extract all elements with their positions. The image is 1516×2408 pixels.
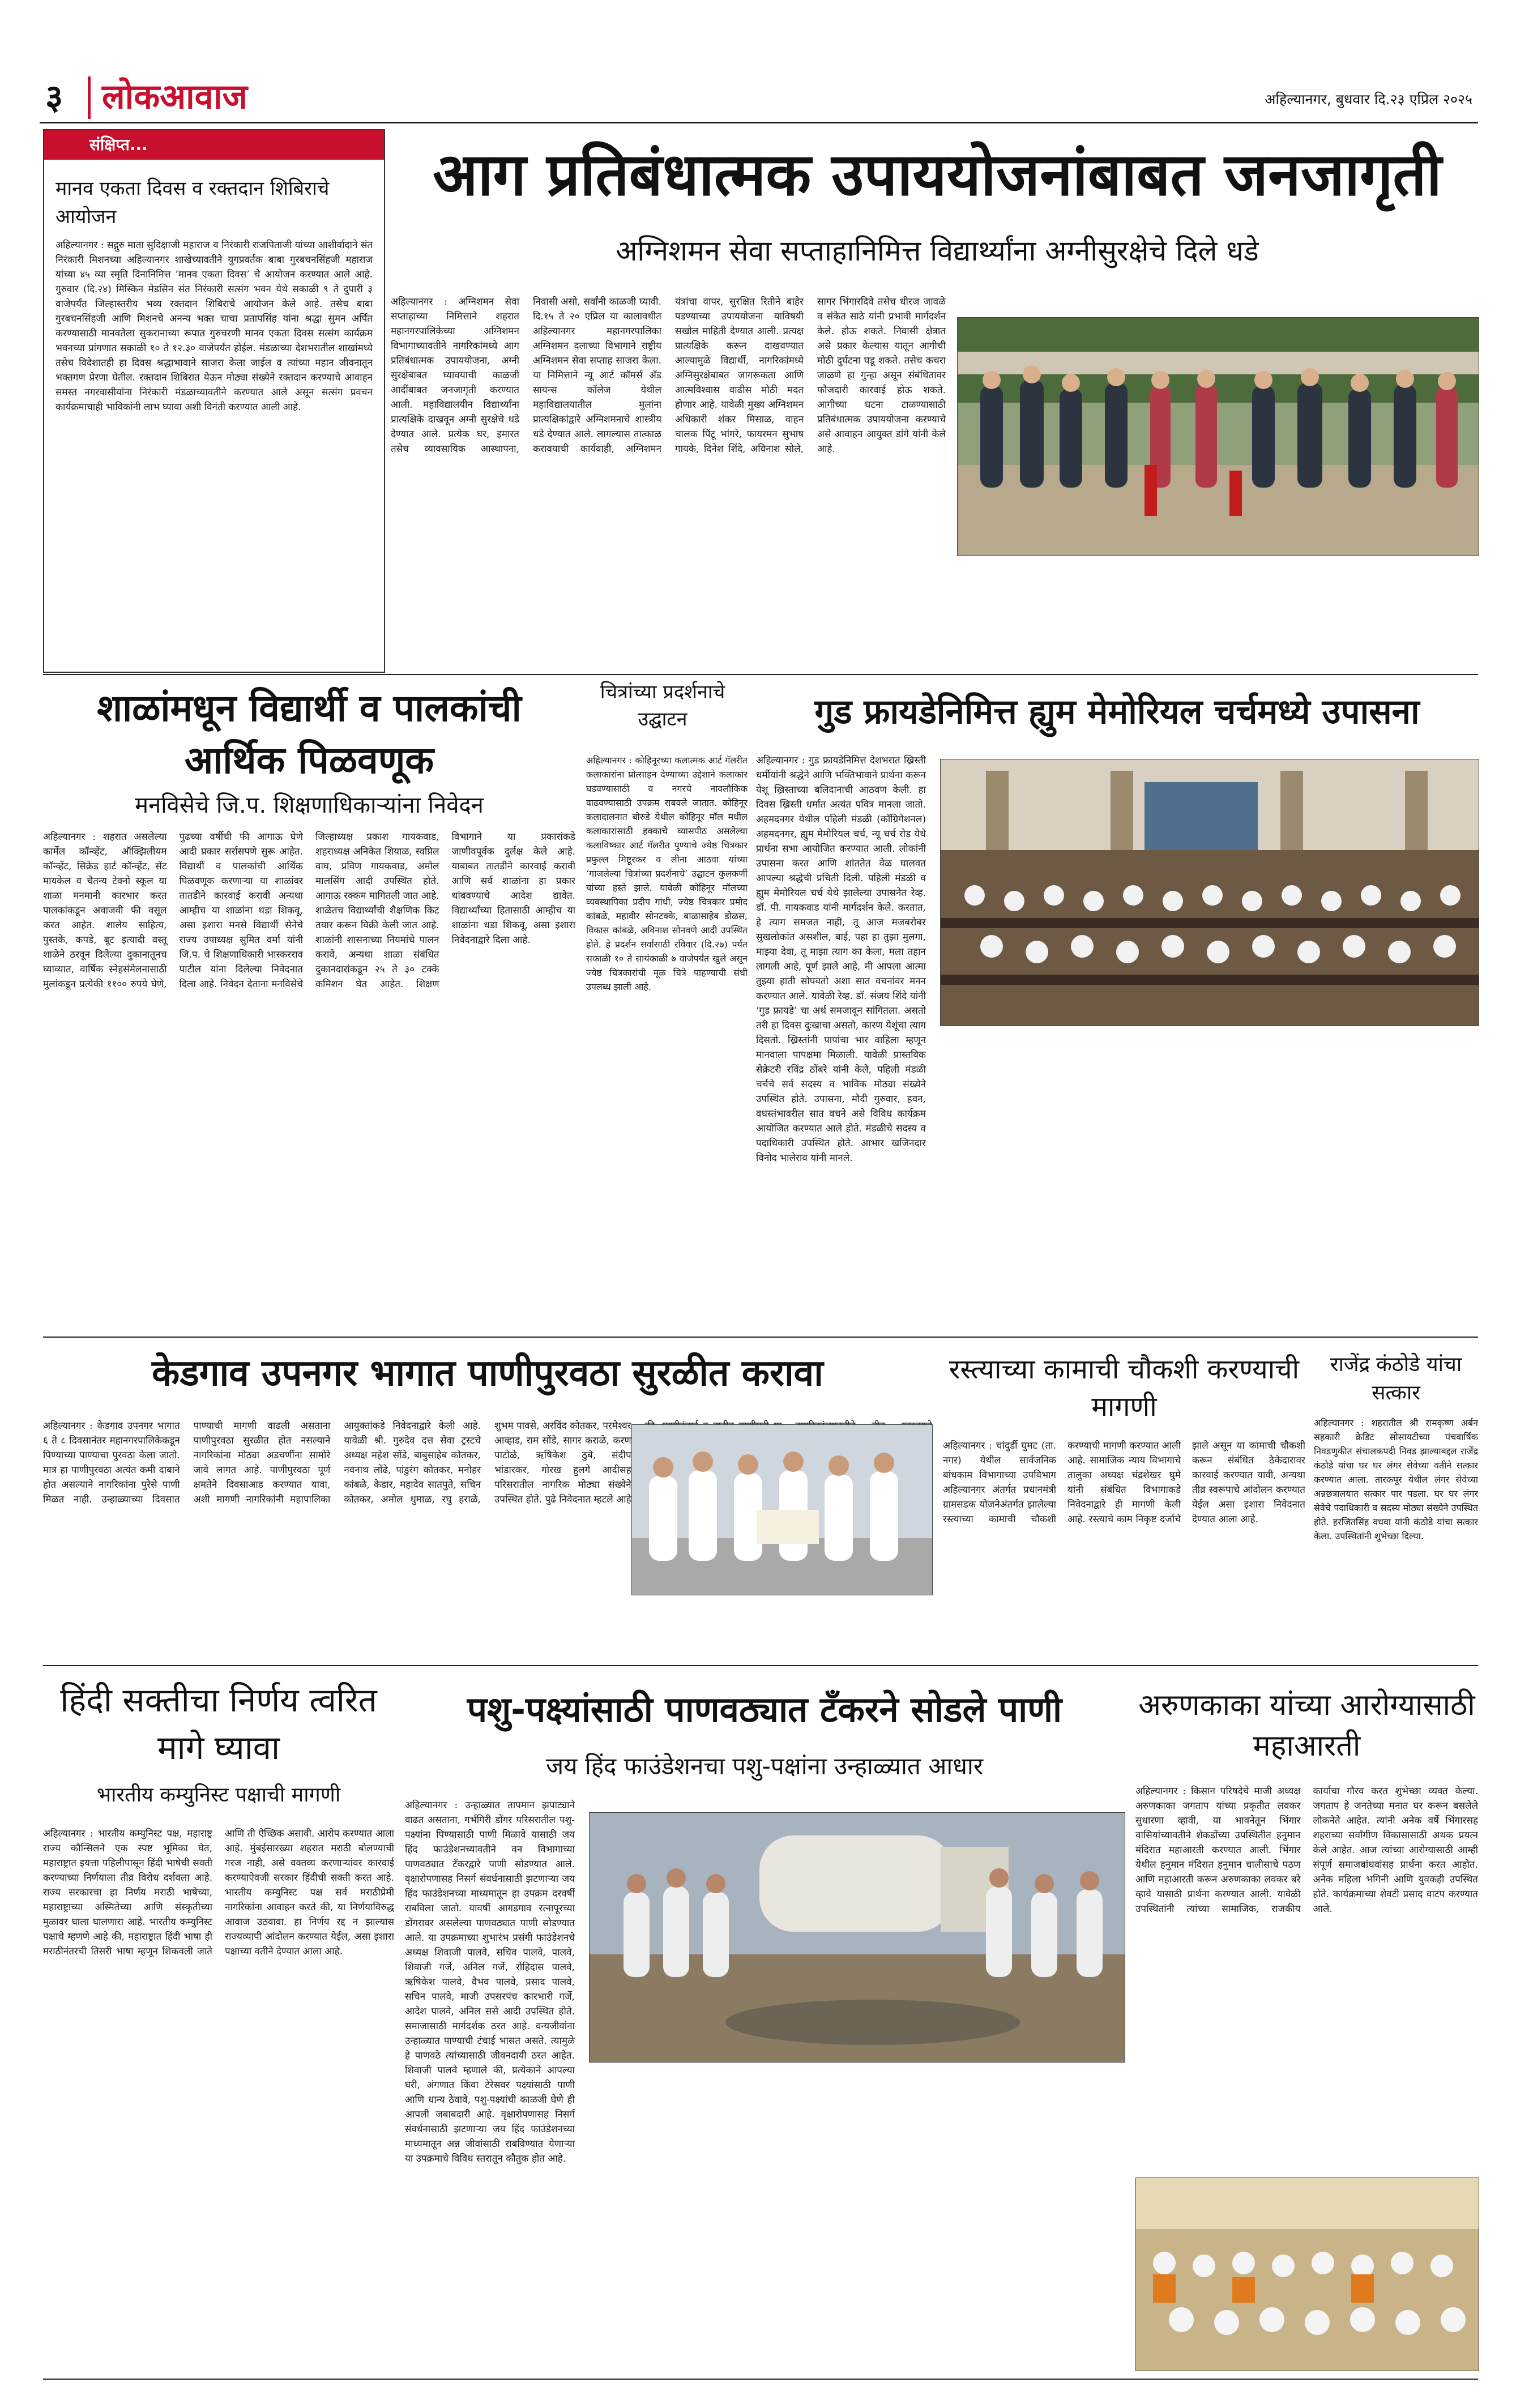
water-headline: केडगाव उपनगर भागात पाणीपुरवठा सुरळीत करावा — [152, 1352, 823, 1394]
masthead-divider — [88, 76, 91, 119]
aarti-headline: अरुणकाका यांच्या आरोग्यासाठी महाआरती — [1138, 1688, 1475, 1763]
water-photo — [631, 1424, 933, 1595]
rule-row3 — [43, 1665, 1478, 1666]
church-body: अहिल्यानगर : गुड फ्रायडेनिमित्त देशभरात ख्रिस्ती धर्मीयांनी श्रद्धेने आणि भक्तिभावाने प्रार्थना करून येशू ख्रिस्ताच्या बलिदानाची आठवण केली. हा दिवस ख्रिस्ती धर्मात अत्यंत पवित्र मानला जातो. अहमदनगर येथील पहिली मंडळी (कॉंग्रिगेशनल) अहमदनगर, ह्युम मेमोरियल चर्च, न्यू चर्च रोड येथे प्रार्थना सभा आयोजित करण्यात आली. लोकांनी उपासना करत आणि शांततेत वेळ घालवत आपल्या श्रद्धेची प्रचिती दिली. पहिली मंडळी व ह्युम मेमोरियल चर्च येथे झालेल्या उपासनेत रेव्ह. डॉ. पी. गायकवाड यांनी मार्गदर्शन केले. करतात, हे त्याग समजत नाही, तू आज मजबरोबर सुखलोकांत असशील, बाई, पहा हा तुझा मुलगा, माझ्या देवा, तू माझा त्याग का केला, मला तहान लागली आहे, पूर्ण झाले आहे, मी आपला आत्मा तुझ्या हाती सोपवतो अशा सात वचनांवर मनन करण्यात आले. यावेळी रेव्ह. डॉ. संजय शिंदे यांनी ‘गुड फ्रायडे’ चा अर्थ समजावून सांगितला. असतो तरी हा दिवस दुःखाचा असतो, कारण येशूंचा त्याग दिसतो. ख्रिस्तांनी पापांचा भार वाहिला म्हणून मानवाला पापक्षमा मिळाली. यावेळी प्रास्तविक सेक्रेटरी रविंद्र ठोंबरे यांनी केले, पहिली मंडळी चर्चचे सर्व सदस्य व भाविक मोठ्या संख्येने उपस्थित होते. उपासना, मौदी गुरुवार, हवन, वधस्तंभावरील सात वचने असे विविध कार्यक्रम आयोजित करण्यात आले होते. मंडळीचे सदस्य व पदाधिकारी उपस्थित होते. आभार खजिनदार विनोद भालेराव यांनी मानले. — [756, 755, 926, 1164]
rule-row1 — [43, 674, 1478, 675]
animal-body-end — [589, 2073, 1124, 2370]
art-headline: चित्रांच्या प्रदर्शनाचे उद्घाटन — [600, 681, 725, 731]
school-subhead: मनविसेचे जि.प. शिक्षणाधिकाऱ्यांना निवेदन — [135, 792, 484, 818]
road-body: अहिल्यानगर : चांदुर्डी घुमट (ता. नगर) येथील सार्वजनिक बांधकाम विभागाच्या उपविभाग अहिल्यानगर अंतर्गत प्रधानमंत्री ग्रामसडक योजनेअंतर्गत झालेल्या रस्त्याच्या कामाची चौकशी करण्याची मागणी करण्यात आली आहे. सामाजिक न्याय विभागाचे तालुका अध्यक्ष चंद्रशेखर घुमे यांनी संबंधित विभागाकडे निवेदनाद्वारे ही मागणी केली आहे. रस्त्याचे काम निकृष्ट दर्जाचे झाले असून या कामाची चौकशी करून संबंधित ठेकेदारावर कारवाई करण्यात यावी, अन्यथा तीव्र स्वरूपाचे आंदोलन करण्यात येईल असा इशारा निवेदनात देण्यात आला आहे. — [943, 1440, 1305, 1525]
rule-bottom — [43, 2379, 1478, 2380]
brief-box — [43, 129, 385, 673]
brief-body: अहिल्यानगर : सद्गुरु माता सुदिक्षाजी महाराज व निरंकारी राजपिताजी यांच्या आशीर्वादाने संत निरंकारी मिशनच्या अहिल्यानगर शाखेच्यावतीने युगप्रवर्तक बाबा गुरबचनसिंहजी महाराज यांच्या ४५ व्या स्मृति दिनानिमित्त ‘मानव एकता दिवस’ चे आयोजन करण्यात आले आहे. गुरुवार (दि.२४) मिस्किन मेडसिन संत निरंकारी सत्संग भवन येथे सकाळी ९ ते दुपारी ३ वाजेपर्यंत जिल्हास्तरीय भव्य रक्तदान शिबिराचे आयोजन केले आहे. तसेच बाबा गुरबचनसिंहजी आणि मिशनचे अनन्य भक्त चाचा प्रतापसिंह यांना श्रद्धा सुमन अर्पित करण्यासाठी मानवतेला सुकरानाच्या रूपात गुरुचरणी मानव एकता दिवस सत्संग कार्यक्रम भवनच्या प्रांगणात सकाळी १० ते १२.३० वाजेपर्यंत होईल. मंडळाच्या देशभरातील शाखांमध्ये तसेच विदेशातही हा दिवस श्रद्धाभावाने साजरा केला जाईल व त्यांच्या महान जीवनातून भक्तगण प्रेरणा घेतील. रक्तदान शिबिरात येऊन मोठ्या संख्येने रक्तदान करण्याचे आवाहन समस्त नगरवासीयांना निरंकारी मंडळाच्यावतीने करण्यात आले असून सत्संग प्रवचन कार्यक्रमाचाही भाविकांनी लाभ घ्यावा अशी विनंती करण्यात आली आहे. — [55, 240, 373, 413]
animal-headline: पशु-पक्ष्यांसाठी पाणवठ्यात टँकरने सोडले पाणी — [467, 1689, 1062, 1730]
brief-section-label: संक्षिप्त... — [44, 130, 384, 160]
masthead — [40, 76, 1478, 119]
water-body: अहिल्यानगर : केडगाव उपनगर भागात ६ ते ८ दिवसानंतर महानगरपालिकेकडून पिण्याच्या पाण्याचा पुरवठा केला जातो. मात्र हा पाणीपुरवठा अत्यंत कमी दाबाने होत असल्याने नागरिकांना पुरेसे पाणी मिळत नाही. उन्हाळ्याच्या दिवसात पाण्याची मागणी वाढली असताना पाणीपुरवठा सुरळीत होत नसल्याने नागरिकांना मोठ्या अडचणींना सामोरे जावे लागत आहे. पाणीपुरवठा पूर्ण क्षमतेने दिवसाआड करण्यात यावा, अशी मागणी नागरिकांनी महापालिका आयुक्तांकडे निवेदनाद्वारे केली आहे. यावेळी श्री. गुरुदेव दत्त सेवा ट्रस्टचे अध्यक्ष महेश सोंडे, बाबुसाहेब कोतकर, नवनाथ लोंढे, पांडुरंग कोतकर, मनोहर कांबळे, केडार, महादेव सातपुते, सचिन कोतकर, अमोल धुमाळ, रघु हराळे, शुभम पावसे, अरविंद कोतकर, परमेश्वर आव्हाड, राम सोंडे, सागर कराळे, करण पाटोळे, ऋषिकेश ठुबे, संदीप भांडारकर, गोरख हुलगे आदीसह परिसरातील नागरिक मोठ्या संख्येने उपस्थित होते. पुढे निवेदनात म्हटले आहे — [43, 1420, 631, 1505]
lead-body: अहिल्यानगर : अग्निशमन सेवा सप्ताहाच्या निमित्ताने शहरात महानगरपालिकेच्या अग्निशमन विभागाच्यावतीने नागरिकांमध्ये आग प्रतिबंधात्मक उपाययोजना, अग्नी सुरक्षेबाबत घ्यावयाची काळजी आदींबाबत जनजागृती करण्यात आली. महाविद्यालयीन विद्यार्थ्यांना प्रात्यक्षिके दाखवून अग्नी सुरक्षेचे धडे देण्यात आले. प्रत्येक घर, इमारत तसेच व्यावसायिक आस्थापना, निवासी असो, सर्वांनी काळजी घ्यावी. दि.१५ ते २० एप्रिल या कालावधीत अहिल्यानगर महानगरपालिका अग्निशमन दलाच्या विभागाने राष्ट्रीय अग्निशमन सेवा सप्ताह साजरा केला. या निमित्ताने न्यू आर्ट कॉमर्स अँड सायन्स कॉलेज येथील महाविद्यालयातील मुलांना प्रात्यक्षिकांद्वारे अग्निशमनाचे शास्त्रीय धडे देण्यात आले. लागल्यास तात्काळ करावयाची कार्यवाही, अग्निशमन यंत्रांचा वापर, सुरक्षित रितीने बाहेर पडण्याच्या उपाययोजना याविषयी सखोल माहिती देण्यात आली. प्रत्यक्ष प्रात्यक्षिके करून दाखवण्यात आल्यामुळे विद्यार्थी, नागरिकांमध्ये अग्निसुरक्षेबाबत जागरूकता आणि आत्मविश्वास वाढीस मोठी मदत होणार आहे. यावेळी मुख्य अग्निशमन अधिकारी शंकर मिसाळ, वाहन चालक पिंटू भांगरे, फायरमन सुभाष गायके, दिनेश शिंदे, अविनाश सोले, सागर भिंगारदिवे तसेच धीरज जावळे व संकेत साठे यांनी प्रभावी मार्गदर्शन केले. होऊ शकते. निवासी क्षेत्रात असे प्रकार केल्यास यातून आगीची मोठी दुर्घटना घडू शकते. तसेच कचरा जाळणे हा गुन्हा असून संबंधितावर फौजदारी कारवाई होऊ शकते. आगीच्या घटना टाळण्यासाठी प्रतिबंधात्मक उपाययोजना करण्याचे असे आवाहन आयुक्त डांगे यांनी केले आहे. — [391, 296, 946, 455]
lead-headline: आग प्रतिबंधात्मक उपाययोजनांबाबत जनजागृती — [433, 140, 1442, 209]
animal-photo — [589, 1812, 1125, 2063]
church-body-end — [940, 1034, 1478, 1328]
church-headline: गुड फ्रायडेनिमित्त ह्युम मेमोरियल चर्चमध्ये उपासना — [814, 692, 1420, 732]
rule-row2 — [43, 1337, 1478, 1338]
church-photo — [940, 759, 1479, 1026]
lead-photo — [957, 317, 1479, 556]
lead-subhead: अग्निशमन सेवा सप्ताहानिमित्त विद्यार्थ्यांना अग्नीसुरक्षेचे दिले धडे — [616, 234, 1259, 267]
road-headline: रस्त्याच्या कामाची चौकशी करण्याची मागणी — [949, 1354, 1300, 1423]
aarti-photo — [1135, 2178, 1479, 2371]
school-headline: शाळांमधून विद्यार्थी व पालकांची आर्थिक पिळवणूक — [97, 686, 522, 782]
paper-name-logo: लोकआवाज — [102, 77, 248, 117]
honor-headline: राजेंद्र कंठोडे यांचा सत्कार — [1330, 1353, 1462, 1404]
page-number: ३ — [45, 78, 63, 117]
animal-subhead: जय हिंद फाउंडेशनचा पशु-पक्षांना उन्हाळ्यात आधार — [545, 1752, 984, 1780]
brief-title: मानव एकता दिवस व रक्तदान शिबिराचे आयोजन — [55, 177, 330, 228]
lead-body-end — [957, 561, 1478, 663]
dateline: अहिल्यानगर, बुधवार दि.२३ एप्रिल २०२५ — [1265, 91, 1472, 108]
art-body: अहिल्यानगर : कोहिनूरच्या कलात्मक आर्ट गॅलरीत कलाकारांना प्रोत्साहन देण्याच्या उद्देशाने कलाकार घडवण्यासाठी व नगरचे नावलौकिक वाढवण्यासाठी उपक्रम राबवले जातात. कोहिनूर कलादालनात बोरुडे येथील कोहिनूर मॉल मधील कलाकारांसाठी हक्काचे व्यासपीठ असलेल्या कलाविष्कार आर्ट गॅलरीत पुण्याचे ज्येष्ठ चित्रकार प्रफुल्ल मिष्टूरकर व लीना आठवा यांच्या ‘गाजलेल्या चित्रांच्या प्रदर्शनाचे’ उद्घाटन कुलकर्णी यांच्या हस्ते झाले. यावेळी कोहिनूर मॉलच्या व्यवस्थापिका प्रदीप गांधी, ज्येष्ठ चित्रकार प्रमोद कांबळे, महावीर सोनटक्के, बाळासाहेब डोळस, विकास कांबळे, अविनाश सोनवणे आदी उपस्थित होते. हे प्रदर्शन सर्वांसाठी रविवार (दि.२७) पर्यंत सकाळी १० ते सायंकाळी ७ वाजेपर्यंत खुले असून ज्येष्ठ चित्रकारांची मूळ चित्रे पाहण्याची संधी उपलब्ध झाली आहे. — [586, 755, 748, 992]
hindi-headline: हिंदी सक्तीचा निर्णय त्वरित मागे घ्यावा — [60, 1681, 377, 1767]
aarti-body: अहिल्यानगर : किसान परिषदेचे माजी अध्यक्ष अरुणकाका जगताप यांच्या प्रकृतीत लवकर सुधारणा व्हावी, या भावनेतून भिंगार वासियांच्यावतीने शेकडोंच्या उपस्थितीत हनुमान मंदिरात महाआरती करण्यात आली. भिंगार येथील हनुमान मंदिरात हनुमान चालीसाचे पठण आणि महाआरती करून अरुणकाका लवकर बरे व्हावे यासाठी प्रार्थना करण्यात आली. यावेळी उपस्थितांनी त्यांच्या सामाजिक, राजकीय कार्याचा गौरव करत शुभेच्छा व्यक्त केल्या. जगताप हे जनतेच्या मनात घर करून बसलेले लोकनेते आहेत. त्यांनी अनेक वर्षे भिंगारसह शहराच्या सर्वांगीण विकासासाठी अथक प्रयत्न केले आहेत. आज त्यांच्या आरोग्यासाठी आम्ही संपूर्ण समाजबांधवांसह प्रार्थना करत आहोत. अनेक महिला भगिनी आणि युवकही उपस्थित होते. कार्यक्रमाच्या शेवटी प्रसाद वाटप करण्यात आले. — [1135, 1786, 1478, 1915]
animal-body: अहिल्यानगर : उन्हाळ्यात तापमान झपाट्याने वाढत असताना, गर्भगिरी डोंगर परिसरातील पशु-पक्ष्यांना पिण्यासाठी पाणी मिळावे यासाठी जय हिंद फाउंडेशनच्यावतीने वन विभागाच्या पाणवठ्यात टँकरद्वारे पाणी सोडण्यात आले. वृक्षारोपणासह निसर्ग संवर्धनासाठी झटणाऱ्या जय हिंद फाउंडेशनच्या माध्यमातून हा उपक्रम दरवर्षी राबविला जातो. यावर्षी आगडगाव रत्नापूरच्या डोंगरावर असलेल्या पाणवठ्यात पाणी सोडण्यात आले. या उपक्रमाच्या शुभारंभ प्रसंगी फाउंडेशनचे अध्यक्ष शिवाजी पालवे, सचिव पालवे, पालवे, शिवाजी गर्जे, अनिल गर्जे, रोहिदास पालवे, ऋषिकेश पालवे, वैभव पालवे, प्रसाद पालवे, सचिन पालवे, माजी उपसरपंच कारभारी गर्जे, आदेश पालवे, अनिल ससे आदी उपस्थित होते. समाजासाठी मार्गदर्शक ठरत आहे. वन्यजीवांना उन्हाळ्यात पाण्याची टंचाई भासत असते. त्यामुळे हे पाणवठे त्यांच्यासाठी जीवनदायी ठरत आहेत. शिवाजी पालवे म्हणाले की, प्रत्येकाने आपल्या घरी, अंगणात किंवा टेरेसवर पक्ष्यांसाठी पाणी आणि धान्य ठेवावे, पशु-पक्ष्यांची काळजी घेणे ही आपली जबाबदारी आहे. वृक्षारोपणासह निसर्ग संवर्धनासाठी झटणाऱ्या जय हिंद फाउंडेशनच्या माध्यमातून अन्न जीवांसाठी राबविण्यात येणाऱ्या या उपक्रमाचे विविध स्तरातून कौतुक होत आहे. — [405, 1800, 575, 2164]
hindi-body: अहिल्यानगर : भारतीय कम्युनिस्ट पक्ष, महाराष्ट्र राज्य कौन्सिलने एक स्पष्ट भूमिका घेत, महाराष्ट्रात इयत्ता पहिलीपासून हिंदी भाषेची सक्ती करण्याच्या निर्णयाला तीव्र विरोध दर्शवला आहे. राज्य सरकारचा हा निर्णय मराठी भाषेच्या, महाराष्ट्राच्या अस्मितेच्या आणि संस्कृतीच्या मुळावर घाला घालणारा आहे. भारतीय कम्युनिस्ट पक्षाचे म्हणणे आहे की, महाराष्ट्रात हिंदी भाषा ही मराठीनंतरची तिसरी भाषा म्हणून शिकवली जाते आणि ती ऐच्छिक असावी. आरोप करण्यात आला आहे. मुंबईसारख्या शहरात मराठी बोलण्याची गरज नाही, असे वक्तव्य करणाऱ्यांवर कारवाई करण्याऐवजी सरकार हिंदीची सक्ती करत आहे. भारतीय कम्युनिस्ट पक्ष सर्व मराठीप्रेमी नागरिकांना आवाहन करते की, या निर्णयाविरुद्ध आवाज उठवावा. हा निर्णय रद्द न झाल्यास राज्यव्यापी आंदोलन करण्यात येईल, असा इशारा पक्षाच्या वतीने देण्यात आला आहे. — [43, 1828, 394, 1957]
school-body: अहिल्यानगर : शहरात असलेल्या कार्मेल कॉन्व्हेंट, ऑक्झिलीयम कॉन्व्हेंट, सिक्रेड हार्ट कॉन्व्हेंट, सेंट मायकेल व चैतन्य टेक्नो स्कूल या शाळा मनमानी कारभार करत पालकांकडून अवाजवी फी वसूल करत आहेत. शालेय साहित्य, पुस्तके, कपडे, बूट इत्यादी वस्तू शाळेने ठरवून दिलेल्या दुकानातूनच घ्याव्यात, वार्षिक स्नेहसंमेलनासाठी मुलांकडून प्रत्येकी ११०० रुपये घेणे, पुढच्या वर्षीची फी आगाऊ घेणे आदी प्रकार सर्रासपणे सुरू आहेत. विद्यार्थी व पालकांची आर्थिक पिळवणूक करणाऱ्या या शाळांवर तातडीने कारवाई करावी अन्यथा आम्हीच या शाळांना धडा शिकवू, असा इशारा मनसे विद्यार्थी सेनेचे राज्य उपाध्यक्ष सुमित वर्मा यांनी जि.प. चे शिक्षणाधिकारी भास्करराव पाटील यांना दिलेल्या निवेदनात दिला आहे. निवेदन देताना मनविसेचे जिल्हाध्यक्ष प्रकाश गायकवाड, शहराध्यक्ष अनिकेत शियाळ, स्वप्निल वाघ, प्रविण गायकवाड, अमोल मालसिंग आदी उपस्थित होते. आगाऊ रक्कम मागितली जात आहे. शाळेतच विद्यार्थ्यांची शैक्षणिक किट तयार करून विक्री केली जात आहे. शाळांनी शासनाच्या नियमांचे पालन करावे, अन्यथा शाळा संबंधित दुकानदारांकडून २५ ते ३० टक्के कमिशन घेत आहेत. शिक्षण विभागाने या प्रकारांकडे जाणीवपूर्वक दुर्लक्ष केले आहे. याबाबत तातडीने कारवाई करावी आणि सर्व शाळांना हा प्रकार थांबवण्याचे आदेश द्यावेत. विद्यार्थ्यांच्या हितासाठी आम्हीच या शाळांना धडा शिकवू, असा इशारा निवेदनाद्वारे दिला आहे. — [43, 831, 575, 990]
hindi-subhead: भारतीय कम्युनिस्ट पक्षाची मागणी — [96, 1783, 341, 1807]
masthead-rule — [40, 122, 1478, 123]
honor-body: अहिल्यानगर : शहरातील श्री रामकृष्ण अर्बन सहकारी क्रेडिट सोसायटीच्या पंचवार्षिक निवडणुकीत संचालकपदी निवड झाल्याबद्दल राजेंद्र कंठोडे यांचा घर घर लंगर सेवेच्या वतीने सत्कार करण्यात आला. तारकपूर येथील लंगर सेवेच्या अन्नछत्रालयात सत्कार पार पडला. घर घर लंगर सेवेचे पदाधिकारी व सदस्य मोठ्या संख्येने उपस्थित होते. हरजितसिंह वधवा यांनी कंठोडे यांचा सत्कार केला. उपस्थितांनी शुभेच्छा दिल्या. — [1314, 1418, 1478, 1542]
